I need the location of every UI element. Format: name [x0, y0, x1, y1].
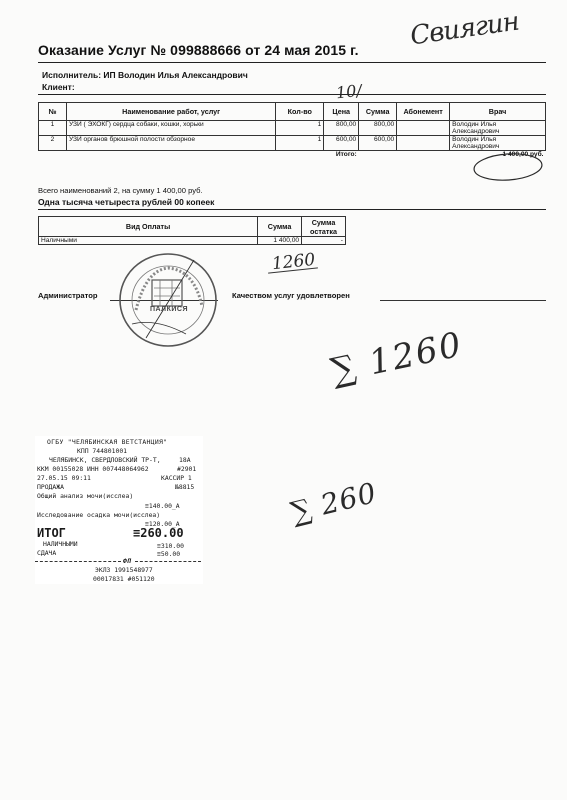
payment-header-row: [39, 217, 346, 237]
receipt-item-2-price: ≡120.00_А: [145, 520, 180, 528]
executor-label: Исполнитель: ИП Володин Илья Александрович: [42, 70, 248, 80]
row-sum: 600,00: [359, 136, 397, 151]
row-subscription: [397, 136, 450, 151]
receipt-kpp: КПП 744801001: [77, 447, 128, 455]
payment-table: [38, 216, 346, 245]
payment-type: Наличными: [39, 237, 258, 245]
receipt-eklz: ЭКЛЗ 1991548977: [95, 566, 153, 574]
row-price: 600,00: [324, 136, 359, 151]
summary-in-words: Одна тысяча четыреста рублей 00 копеек: [38, 197, 215, 207]
payment-sum: 1 400,00: [258, 237, 302, 245]
services-header-row: [39, 103, 546, 121]
receipt-address: ЧЕЛЯБИНСК, СВЕРДЛОВСКИЙ ТР-Т,: [49, 456, 161, 464]
cash-receipt: [35, 436, 203, 584]
receipt-item-1-price: ≡140.00_А: [145, 502, 180, 510]
row-quantity: 1: [276, 121, 324, 136]
receipt-total-label: ИТОГ: [37, 526, 66, 540]
title-underline: [38, 62, 546, 63]
row-price: 800,00: [324, 121, 359, 136]
total-label: Итого:: [276, 151, 359, 166]
col-payment-type: Вид Оплаты: [39, 217, 258, 237]
quality-label: Качеством услуг удовлетворен: [232, 291, 350, 300]
handwritten-corner-note: Свиягин: [408, 6, 521, 52]
receipt-change-label: СДАЧА: [37, 549, 57, 557]
handwritten-total-circle: [470, 150, 546, 184]
receipt-sale-number: №8815: [175, 483, 195, 491]
row-doctor: Володин Илья Александрович: [450, 136, 546, 151]
receipt-cash-label: НАЛИЧНЫМИ: [43, 540, 78, 548]
table-row: [39, 237, 346, 245]
handwritten-client-note: 10/: [335, 80, 363, 103]
col-payment-rest: Сумма остатка: [302, 217, 346, 237]
receipt-total-value: ≡260.00: [133, 526, 184, 540]
client-label: Клиент:: [42, 82, 75, 92]
stamp-center-text: ПАЛКИСЯ: [150, 306, 188, 313]
row-sum: 800,00: [359, 121, 397, 136]
receipt-doc-number: 00017831 #051120: [93, 575, 155, 583]
receipt-kkm-number: #2901: [177, 465, 197, 473]
document-title: Оказание Услуг № 099888666 от 24 мая 2015 г.: [38, 42, 359, 58]
row-number: 2: [39, 136, 67, 151]
col-payment-sum: Сумма: [258, 217, 302, 237]
col-price: Цена: [324, 103, 359, 121]
receipt-address-number: 18А: [179, 456, 191, 464]
row-service-name: УЗИ ( ЭХОКГ) сердца собаки, кошки, хорьки: [66, 121, 275, 136]
handwritten-note-1260-small: 1260: [271, 249, 317, 275]
receipt-change-value: ≡50.00: [157, 550, 181, 558]
client-underline: [38, 94, 546, 95]
receipt-cashier: КАССИР 1: [161, 474, 192, 482]
col-subscription: Абонемент: [397, 103, 450, 121]
handwritten-note-1260-large: ∑ 1260: [327, 324, 467, 392]
round-stamp: [116, 250, 220, 350]
receipt-divider-right: [135, 561, 201, 562]
row-doctor: Володин Илья Александрович: [450, 121, 546, 136]
receipt-item-2: Исследование осадка мочи(исслеа): [37, 511, 161, 519]
quality-signature-line: [380, 300, 546, 301]
table-row: [39, 121, 546, 136]
col-sum: Сумма: [359, 103, 397, 121]
receipt-org: ОГБУ "ЧЕЛЯБИНСКАЯ ВЕТСТАНЦИЯ": [47, 438, 168, 446]
receipt-sale-label: ПРОДАЖА: [37, 483, 64, 491]
receipt-divider-left: [35, 561, 121, 562]
payment-rest: -: [302, 237, 346, 245]
receipt-kkm: ККМ 00155028 ИНН 007448064962: [37, 465, 149, 473]
receipt-fp: ФП: [123, 557, 131, 565]
col-quantity: Кол-во: [276, 103, 324, 121]
handwritten-note-260: ∑ 260: [287, 475, 381, 530]
summary-count: Всего наименований 2, на сумму 1 400,00 руб.: [38, 186, 203, 195]
col-number: №: [39, 103, 67, 121]
col-doctor: Врач: [450, 103, 546, 121]
total-value: 1 400,00 руб.: [502, 151, 544, 158]
col-service-name: Наименование работ, услуг: [66, 103, 275, 121]
row-quantity: 1: [276, 136, 324, 151]
summary-underline: [38, 209, 546, 210]
receipt-datetime: 27.05.15 09:11: [37, 474, 91, 482]
receipt-cash-value: ≡310.00: [157, 542, 184, 550]
row-subscription: [397, 121, 450, 136]
table-row: [39, 136, 546, 151]
receipt-item-1: Общий анализ мочи(исслеа): [37, 492, 134, 500]
row-number: 1: [39, 121, 67, 136]
administrator-label: Администратор: [38, 291, 98, 300]
row-service-name: УЗИ органов брюшной полости обзорное: [66, 136, 275, 151]
